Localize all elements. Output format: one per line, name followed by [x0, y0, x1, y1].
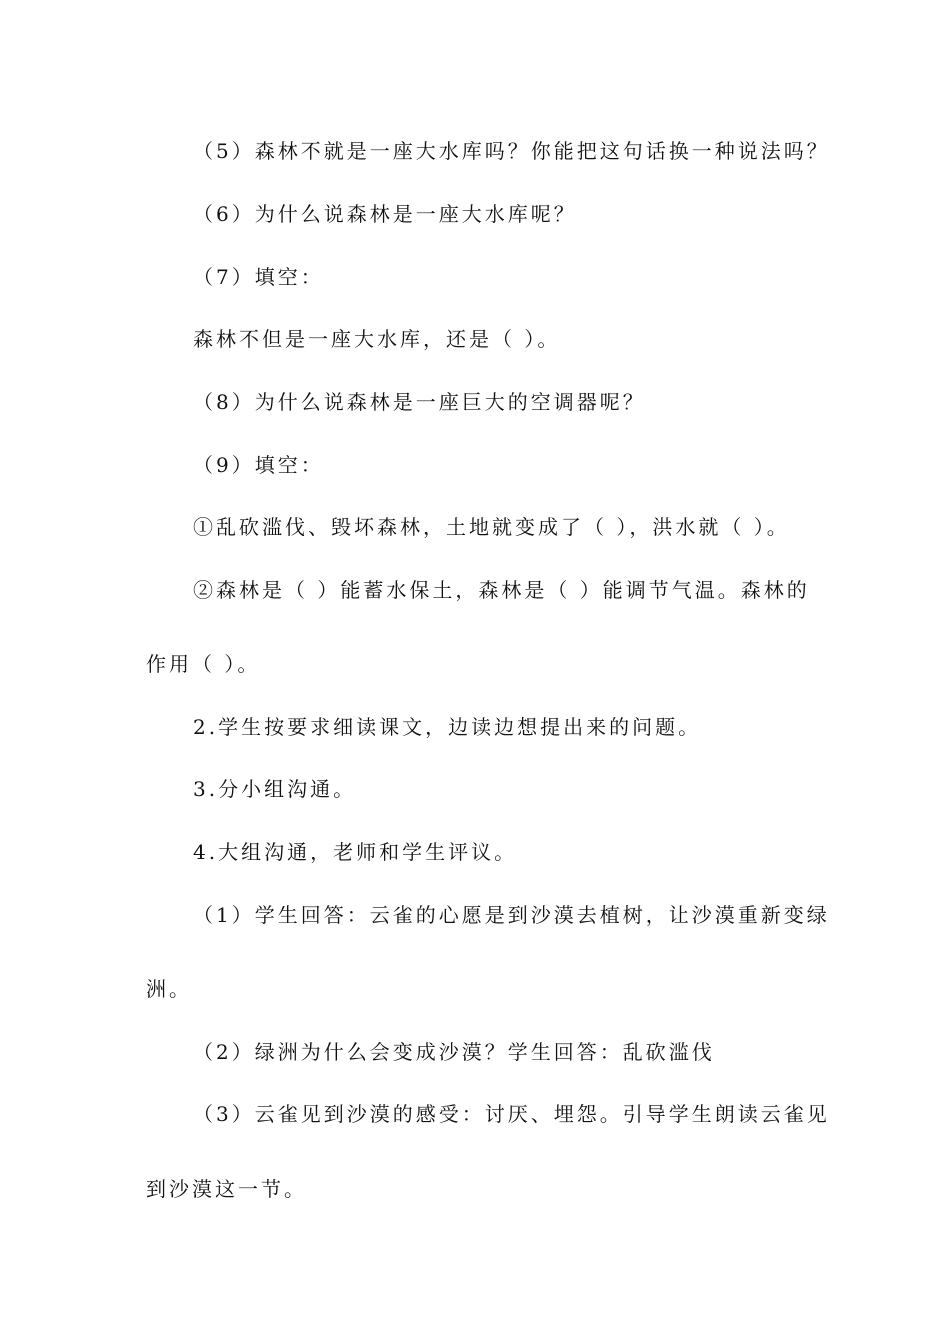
question-6-line: （6）为什么说森林是一座大水库呢？: [193, 202, 577, 226]
step-3-line: 3.分小组沟通。: [193, 777, 357, 801]
fill-blank-9-2-cont: 作用（ ）。: [146, 652, 261, 676]
fill-blank-7-line: 森林不但是一座大水库，还是（ ）。: [193, 327, 561, 351]
answer-2-line: （2）绿洲为什么会变成沙漠？学生回答：乱砍滥伐: [193, 1040, 715, 1064]
answer-3-cont: 到沙漠这一节。: [146, 1177, 307, 1201]
question-7-line: （7）填空：: [193, 265, 324, 289]
fill-blank-9-2-line: ②森林是（ ）能蓄水保土，森林是（ ）能调节气温。森林的: [193, 578, 810, 602]
question-5-line: （5）森林不就是一座大水库吗？你能把这句话换一种说法吗？: [193, 139, 830, 163]
question-8-line: （8）为什么说森林是一座巨大的空调器呢？: [193, 390, 646, 414]
answer-1-cont: 洲。: [146, 977, 192, 1001]
answer-3-line: （3）云雀见到沙漠的感受：讨厌、埋怨。引导学生朗读云雀见: [193, 1102, 830, 1126]
fill-blank-9-1-line: ①乱砍滥伐、毁坏森林，土地就变成了（ ），洪水就（ ）。: [193, 515, 790, 539]
step-2-line: 2.学生按要求细读课文，边读边想提出来的问题。: [193, 715, 702, 739]
step-4-line: 4.大组沟通，老师和学生评议。: [193, 840, 518, 864]
question-9-line: （9）填空：: [193, 453, 324, 477]
answer-1-line: （1）学生回答：云雀的心愿是到沙漠去植树，让沙漠重新变绿: [193, 903, 830, 927]
